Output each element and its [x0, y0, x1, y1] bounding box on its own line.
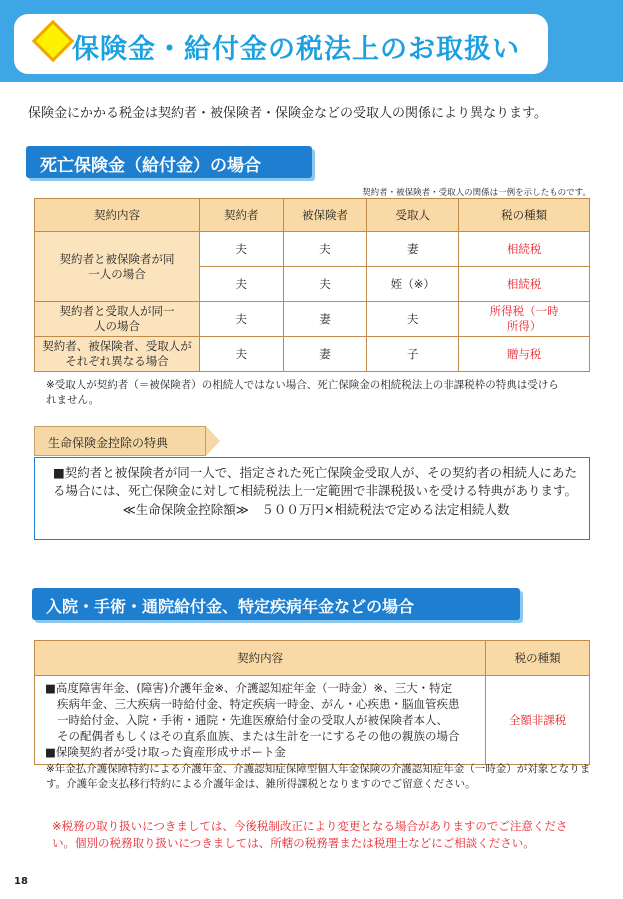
hospital-benefit-table	[34, 640, 590, 765]
col-header: 受取人	[367, 199, 459, 232]
death-benefit-footnote: ※受取人が契約者（＝被保険者）の相続人ではない場合、死亡保険金の相続税法上の非課税枠の特典は受けられません。	[46, 379, 559, 407]
deduction-formula: ≪生命保険金控除額≫ ５００万円×相続税法で定める法定相続人数	[122, 502, 510, 518]
table-row	[35, 676, 590, 765]
cell-beneficiary: 妻	[367, 232, 459, 267]
content-line: 一時給付金、入院・手術・通院・先進医療給付金の受取人が被保険者本人、	[57, 713, 448, 728]
cell-tax: 全額非課税	[486, 676, 590, 765]
deduction-text: ■契約者と被保険者が同一人で、指定された死亡保険金受取人が、その契約者の相続人にあたる場合には、死亡保険金に対して相続税法上一定範囲で非課税扱いを受ける特典があります。	[53, 465, 578, 499]
col-header: 税の種類	[459, 199, 590, 232]
contract-content	[35, 676, 486, 765]
header-title-box	[14, 14, 548, 74]
col-header: 契約内容	[35, 199, 200, 232]
cell-beneficiary: 夫	[367, 302, 459, 337]
page-number: 18	[14, 876, 28, 887]
deduction-box	[34, 457, 590, 540]
cell-tax: 所得税（一時所得）	[459, 302, 590, 337]
cell-insured: 妻	[283, 302, 367, 337]
cell-insured: 妻	[283, 337, 367, 372]
row-label: 契約者、被保険者、受取人がそれぞれ異なる場合	[35, 337, 200, 372]
table-row	[35, 337, 590, 372]
row-label: 契約者と受取人が同一人の場合	[35, 302, 200, 337]
page-header	[0, 0, 623, 82]
col-header: 契約者	[199, 199, 283, 232]
row-label: 契約者と被保険者が同一人の場合	[35, 232, 200, 302]
cell-tax: 相続税	[459, 232, 590, 267]
cell-contractor: 夫	[199, 267, 283, 302]
table-header-row	[35, 641, 590, 676]
intro-text: 保険金にかかる税金は契約者・被保険者・保険金などの受取人の関係により異なります。	[28, 106, 547, 121]
section-hospital-benefit-title: 入院・手術・通院給付金、特定疾病年金などの場合	[32, 588, 520, 620]
deduction-tag: 生命保険金控除の特典	[34, 426, 206, 456]
cell-contractor: 夫	[199, 337, 283, 372]
cell-contractor: 夫	[199, 232, 283, 267]
cell-tax: 贈与税	[459, 337, 590, 372]
cell-beneficiary: 子	[367, 337, 459, 372]
cell-contractor: 夫	[199, 302, 283, 337]
table-row	[35, 232, 590, 267]
content-line: 疾病年金、三大疾病一時給付金、特定疾病一時金、がん・心疾患・脳血管疾患	[57, 697, 460, 712]
table-header-row	[35, 199, 590, 232]
death-benefit-table	[34, 198, 590, 372]
cell-beneficiary: 姪（※）	[367, 267, 459, 302]
page-title: 保険金・給付金の税法上のお取扱い	[72, 34, 520, 65]
diamond-icon	[32, 20, 74, 62]
tax-warning: ※税務の取り扱いにつきましては、今後税制改正により変更となる場合がありますのでご注意ください。個別の税務取り扱いにつきましては、所轄の税務署または税理士などにご相談ください。	[52, 819, 568, 850]
table-row	[35, 302, 590, 337]
cell-insured: 夫	[283, 232, 367, 267]
col-header: 契約内容	[35, 641, 486, 676]
hospital-benefit-footnote: ※年金払介護保障特約による介護年金、介護認知症保障型個人年金保険の介護認知症年金（一時金）が対象となります。介護年金支払移行特約による介護年金は、雑所得課税となりますのでご留意ください。	[46, 763, 591, 791]
content-line: ■高度障害年金、(障害)介護年金※、介護認知症年金（一時金）※、三大・特定	[45, 681, 453, 695]
cell-tax: 相続税	[459, 267, 590, 302]
relationship-note: 契約者・被保険者・受取人の関係は一例を示したものです。	[362, 188, 591, 198]
content-line: ■保険契約者が受け取った資産形成サポート金	[45, 745, 286, 760]
col-header: 被保険者	[283, 199, 367, 232]
content-line: その配偶者もしくはその直系血族、または生計を一にするその他の親族の場合	[57, 729, 460, 744]
section-death-benefit-title: 死亡保険金（給付金）の場合	[26, 146, 312, 178]
col-header: 税の種類	[486, 641, 590, 676]
cell-insured: 夫	[283, 267, 367, 302]
